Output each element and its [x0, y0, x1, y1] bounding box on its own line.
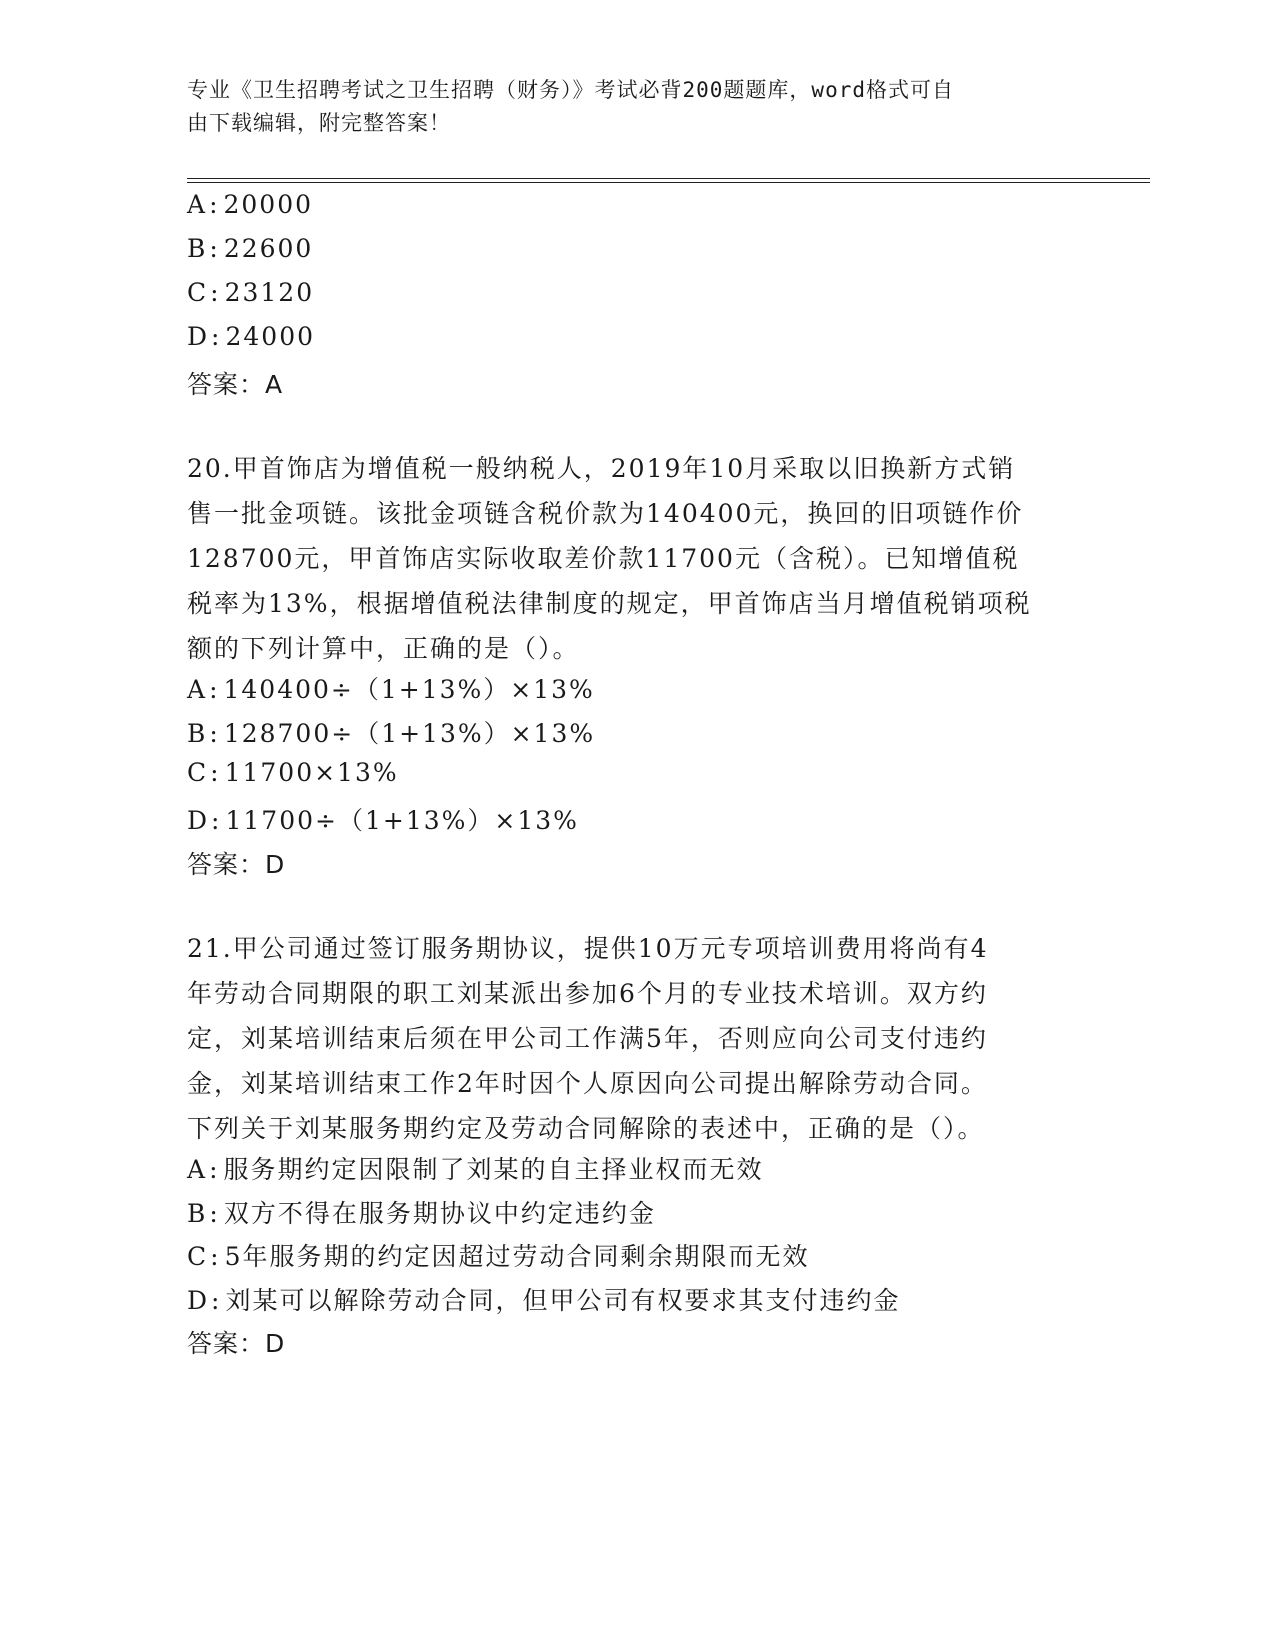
q21-stem-line: 定，刘某培训结束后须在甲公司工作满5年，否则应向公司支付违约: [187, 1024, 988, 1053]
q21-stem-line: 下列关于刘某服务期约定及劳动合同解除的表述中，正确的是（）。: [187, 1114, 985, 1143]
q19-option-b: B: 22600: [187, 234, 314, 263]
q20-option-d: D: 11700÷（1+13%）×13%: [187, 806, 579, 835]
q20-stem: [187, 446, 1087, 671]
q19-answer: 答案：A: [187, 370, 284, 399]
q21-option-b: B: 双方不得在服务期协议中约定违约金: [187, 1199, 656, 1228]
q21-stem-line: 金，刘某培训结束工作2年时因个人原因向公司提出解除劳动合同。: [187, 1069, 988, 1098]
q20-option-b: B: 128700÷（1+13%）×13%: [187, 719, 596, 748]
q21-option-c: C: 5年服务期的约定因超过劳动合同剩余期限而无效: [187, 1242, 810, 1271]
q20-option-c: C: 11700×13%: [187, 758, 399, 787]
header-line-1: 专业《卫生招聘考试之卫生招聘（财务）》考试必背200题题库，word格式可自: [187, 78, 954, 102]
q20-stem-line: 额的下列计算中，正确的是（）。: [187, 634, 580, 663]
document-header: [187, 74, 1067, 140]
q19-option-d: D: 24000: [187, 322, 316, 351]
q20-stem-line: 税率为13%，根据增值税法律制度的规定，甲首饰店当月增值税销项税: [187, 589, 1032, 618]
q21-stem-line: 年劳动合同期限的职工刘某派出参加6个月的专业技术培训。双方约: [187, 979, 988, 1008]
q20-option-a: A: 140400÷（1+13%）×13%: [187, 675, 595, 704]
q19-option-a: A: 20000: [187, 190, 314, 219]
header-divider-top: [187, 178, 1150, 179]
q21-option-d: D: 刘某可以解除劳动合同，但甲公司有权要求其支付违约金: [187, 1286, 901, 1315]
q21-stem: [187, 926, 1087, 1151]
q19-option-c: C: 23120: [187, 278, 315, 307]
q20-answer: 答案：D: [187, 850, 286, 879]
q20-stem-line: 128700元，甲首饰店实际收取差价款11700元（含税）。已知增值税: [187, 544, 1020, 573]
q21-stem-line: 21.甲公司通过签订服务期协议，提供10万元专项培训费用将尚有4: [187, 934, 989, 963]
q21-option-a: A: 服务期约定因限制了刘某的自主择业权而无效: [187, 1155, 764, 1184]
header-divider-bottom: [187, 182, 1150, 183]
q21-answer: 答案：D: [187, 1329, 286, 1358]
header-line-2: 由下载编辑，附完整答案！: [187, 111, 451, 135]
q20-stem-line: 售一批金项链。该批金项链含税价款为140400元，换回的旧项链作价: [187, 499, 1024, 528]
q20-stem-line: 20.甲首饰店为增值税一般纳税人，2019年10月采取以旧换新方式销: [187, 454, 1016, 483]
